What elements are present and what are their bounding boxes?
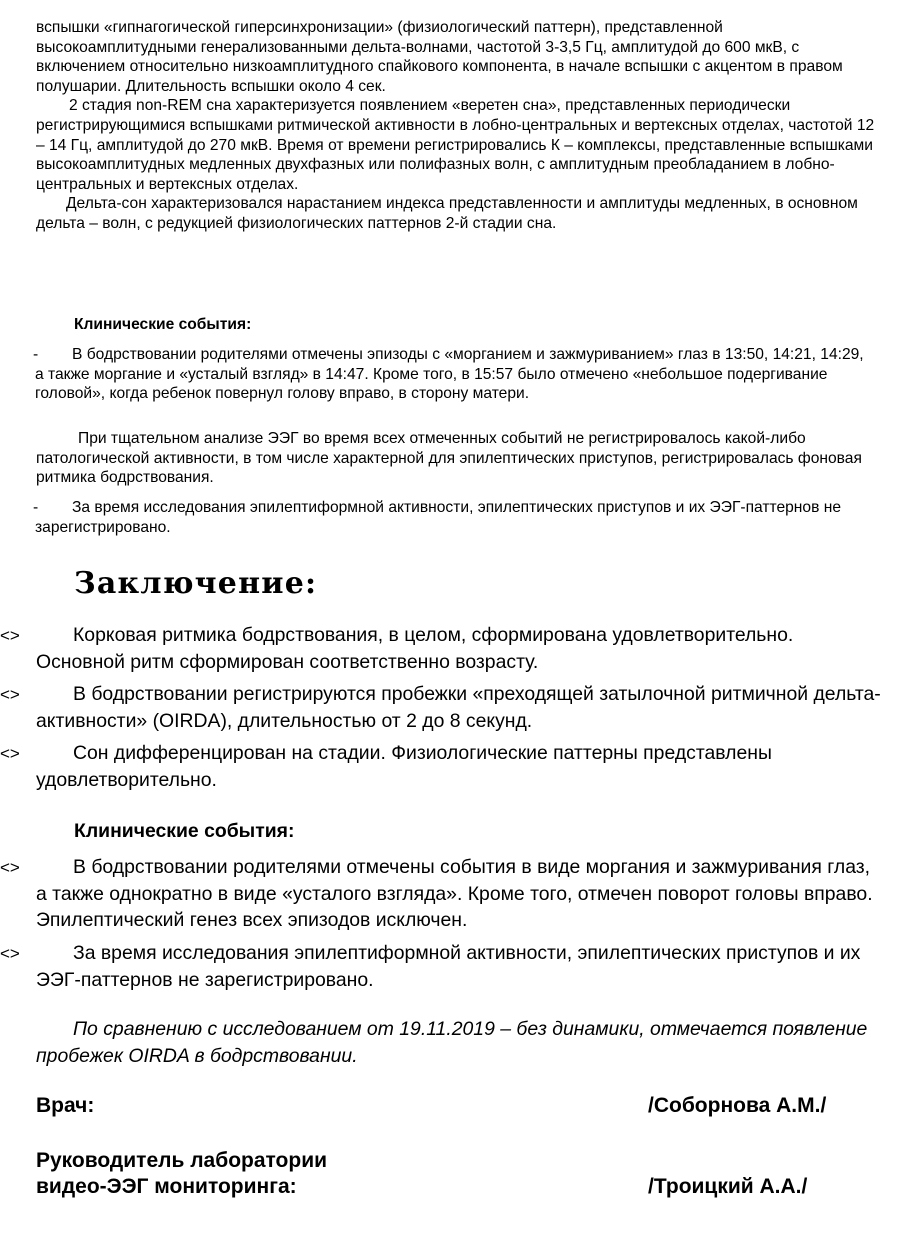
conclusion-event-item-1: В бодрствовании родителями отмечены события в виде моргания и зажмуривания глаз, а также однократно в виде «усталого взгляда». Кроме того, отмечен поворот головы вправо. Эпилептический генез всех эпизодов исключен. — [36, 856, 873, 931]
clinical-events-note: При тщательном анализе ЭЭГ во время всех отмеченных событий не регистрировалось какой-либо патологической активности, в том числе характерной для эпилептических приступов, регистрировалась фоновая ритмика бодрствования. — [36, 430, 862, 487]
head-label-line-1: Руководитель лаборатории — [36, 1149, 328, 1172]
clinical-events-heading-2: Клинические события: — [74, 820, 295, 842]
head-label-line-2: видео-ЭЭГ мониторинга: — [36, 1175, 297, 1198]
bullet-marker: <> — [0, 685, 20, 704]
intro-paragraph-1: вспышки «гипнагогической гиперсинхронизации» (физиологический паттерн), представленной высокоамплитудными генерализованными дельта-волнами, частотой 3-3,5 Гц, амплитудой до 600 мкВ, с включением относительно низкоамплитудного спайкового компонента, в начале вспышки с акцентом в правом полушарии. Длительность вспышки около 4 сек. — [36, 19, 843, 95]
bullet-marker: <> — [0, 944, 20, 963]
clinical-events-heading-1: Клинические события: — [74, 316, 252, 333]
clinical-event-item-1 — [35, 345, 875, 404]
doctor-name: /Соборнова А.М./ — [648, 1094, 827, 1117]
bullet-marker: <> — [0, 744, 20, 763]
clinical-event-text-2: За время исследования эпилептиформной активности, эпилептических приступов и их ЭЭГ-паттернов не зарегистрировано. — [35, 499, 841, 536]
bullet-marker: <> — [0, 626, 20, 645]
bullet-marker: <> — [0, 858, 20, 877]
conclusion-heading: Заключение: — [74, 566, 318, 601]
dash-marker: - — [33, 346, 39, 363]
conclusion-item-2: В бодрствовании регистрируются пробежки «преходящей затылочной ритмичной дельта-активности» (OIRDA), длительностью от 2 до 8 секунд. — [36, 683, 881, 732]
conclusion-item-3: Сон дифференцирован на стадии. Физиологические паттерны представлены удовлетворительно. — [36, 742, 772, 791]
dash-marker: - — [33, 499, 39, 516]
conclusion-item-1: Корковая ритмика бодрствования, в целом, сформирована удовлетворительно. Основной ритм сформирован соответственно возрасту. — [36, 624, 794, 673]
intro-section — [36, 18, 876, 234]
clinical-event-text-1: В бодрствовании родителями отмечены эпизоды с «морганием и зажмуриванием» глаз в 13:50, 14:21, 14:29, а также моргание и «усталый взгляд» в 14:47. Кроме того, в 15:57 было отмечено «небольшое подергивание головой», когда ребенок повернул голову вправо, в сторону матери. — [35, 346, 864, 403]
intro-paragraph-2: 2 стадия non-REM сна характеризуется появлением «веретен сна», представленных периодически регистрирующимися вспышками ритмической активности в лобно-центральных и вертексных отделах, частотой 12 – 14 Гц, амплитудой до 270 мкВ. Время от времени регистрировались К – комплексы, представленные вспышками высокоамплитудных медленных двухфазных или полифазных волн, с амплитудным преобладанием в лобно-центральных и вертексных отделах. — [36, 97, 875, 193]
intro-paragraph-3: Дельта-сон характеризовался нарастанием индекса представленности и амплитуды медленных, в основном дельта – волн, с редукцией физиологических паттернов 2-й стадии сна. — [36, 195, 858, 232]
conclusion-event-item-2: За время исследования эпилептиформной активности, эпилептических приступов и их ЭЭГ-паттернов не зарегистрировано. — [36, 942, 861, 991]
comparison-note: По сравнению с исследованием от 19.11.2019 – без динамики, отмечается появление пробежек OIRDA в бодрствовании. — [36, 1018, 868, 1067]
clinical-event-item-2 — [35, 498, 875, 537]
doctor-label: Врач: — [36, 1094, 95, 1117]
head-name: /Троицкий А.А./ — [648, 1175, 808, 1198]
